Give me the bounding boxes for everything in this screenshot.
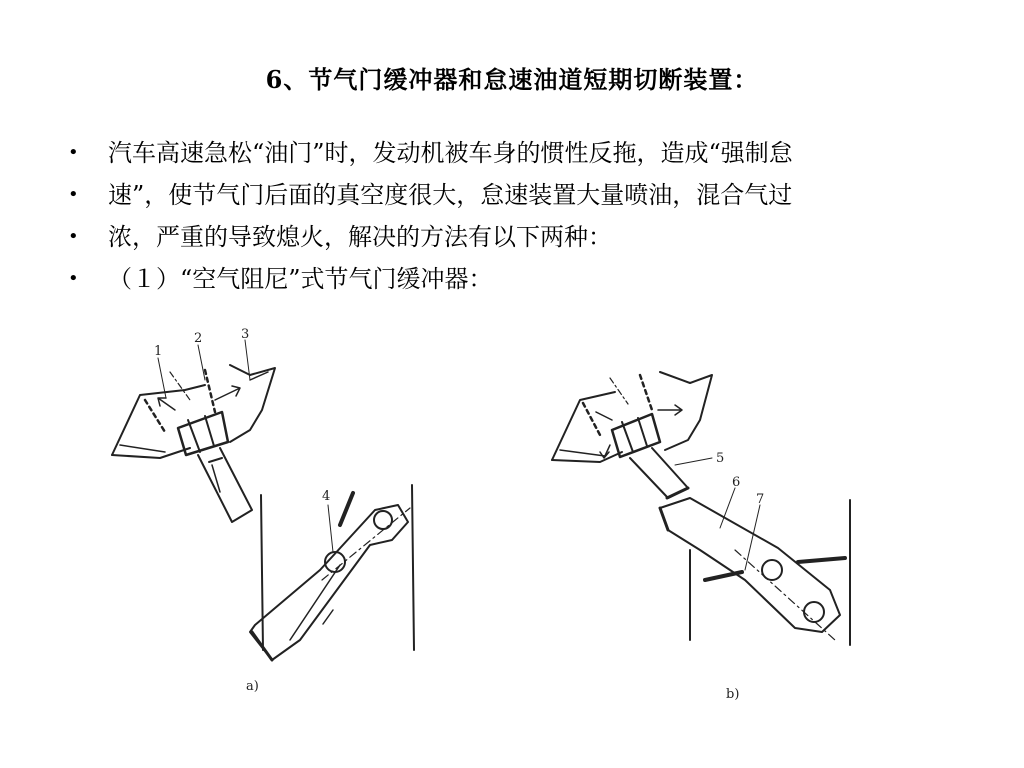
part-label-1: 1 <box>154 344 163 359</box>
part-label-4: 4 <box>322 489 331 504</box>
part-label-3: 3 <box>241 327 250 342</box>
part-label-7: 7 <box>756 492 765 507</box>
bullet-text: 速”，使节气门后面的真空度很大，怠速装置大量喷油，混合气过 <box>108 181 793 209</box>
bullet-dot-icon: • <box>68 142 79 163</box>
bullet-text: 浓，严重的导致熄火，解决的方法有以下两种： <box>108 223 612 251</box>
bullet-dot-icon: • <box>68 226 79 247</box>
part-label-2: 2 <box>194 331 203 346</box>
part-label-5: 5 <box>716 451 725 466</box>
bullet-text: 汽车高速急松“油门”时，发动机被车身的惯性反拖，造成“强制怠 <box>108 139 793 167</box>
part-label-6: 6 <box>732 475 741 490</box>
bullet-text: （１）“空气阻尼”式节气门缓冲器： <box>108 265 493 293</box>
slide-title: 6、节气门缓冲器和怠速油道短期切断装置： <box>265 65 759 94</box>
figure-a-diagram <box>112 340 414 660</box>
caption-b: b) <box>726 687 740 702</box>
bullet-dot-icon: • <box>68 268 79 289</box>
figure-b-diagram <box>552 372 850 645</box>
caption-a: a) <box>246 679 259 694</box>
bullet-dot-icon: • <box>68 184 79 205</box>
